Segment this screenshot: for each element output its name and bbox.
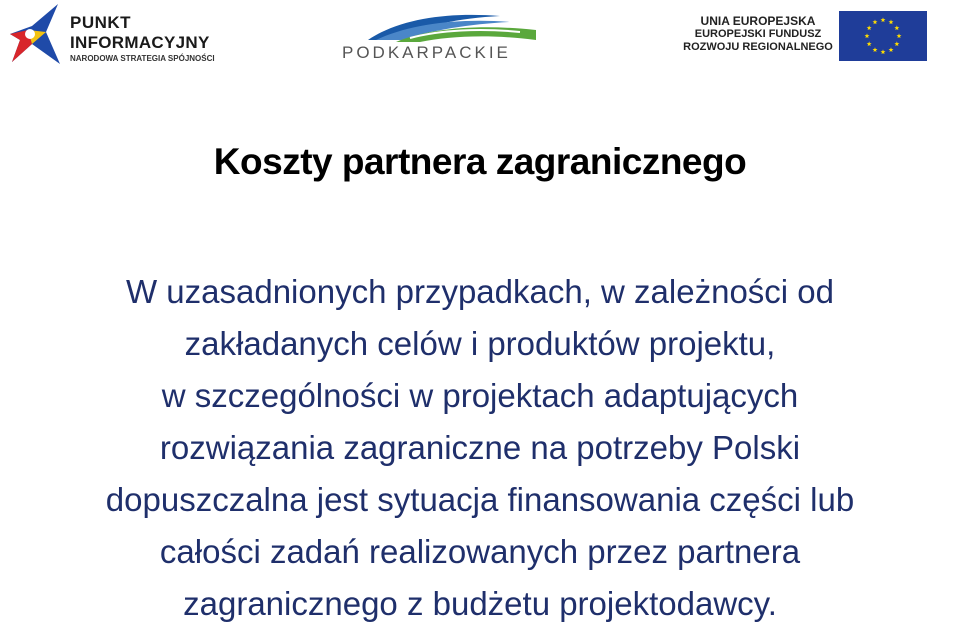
ue-line3: ROZWOJU REGIONALNEGO bbox=[683, 41, 833, 53]
header bbox=[0, 0, 960, 75]
podkarpackie-logo bbox=[340, 10, 540, 65]
ue-line2: EUROPEJSKI FUNDUSZ bbox=[694, 28, 822, 40]
body-line: rozwiązania zagraniczne na potrzeby Polski bbox=[159, 429, 801, 466]
punkt-star-icon bbox=[6, 4, 62, 66]
eu-flag-icon bbox=[839, 11, 927, 61]
punkt-line1: PUNKT bbox=[70, 13, 132, 32]
punkt-line2: INFORMACYJNY bbox=[70, 33, 210, 52]
body-line: W uzasadnionych przypadkach, w zależności od bbox=[125, 273, 835, 310]
slide-title: Koszty partnera zagranicznego bbox=[213, 141, 747, 182]
body-line: dopuszczalna jest sytuacja finansowania części lub bbox=[105, 481, 855, 518]
unia-europejska-text bbox=[678, 10, 838, 60]
punkt-informacyjny-logo bbox=[6, 4, 251, 66]
podkarpackie-hills-icon bbox=[340, 10, 540, 44]
ue-line1: UNIA EUROPEJSKA bbox=[700, 14, 816, 28]
podkarpackie-text: PODKARPACKIE bbox=[342, 43, 511, 62]
body-line: całości zadań realizowanych przez partnera bbox=[159, 533, 801, 570]
body-line: zakładanych celów i produktów projektu, bbox=[184, 325, 776, 362]
punkt-line3: NARODOWA STRATEGIA SPÓJNOŚCI bbox=[70, 54, 215, 63]
body-line: w szczególności w projektach adaptujących bbox=[161, 377, 799, 414]
body-line: zagranicznego z budżetu projektodawcy. bbox=[183, 585, 777, 622]
